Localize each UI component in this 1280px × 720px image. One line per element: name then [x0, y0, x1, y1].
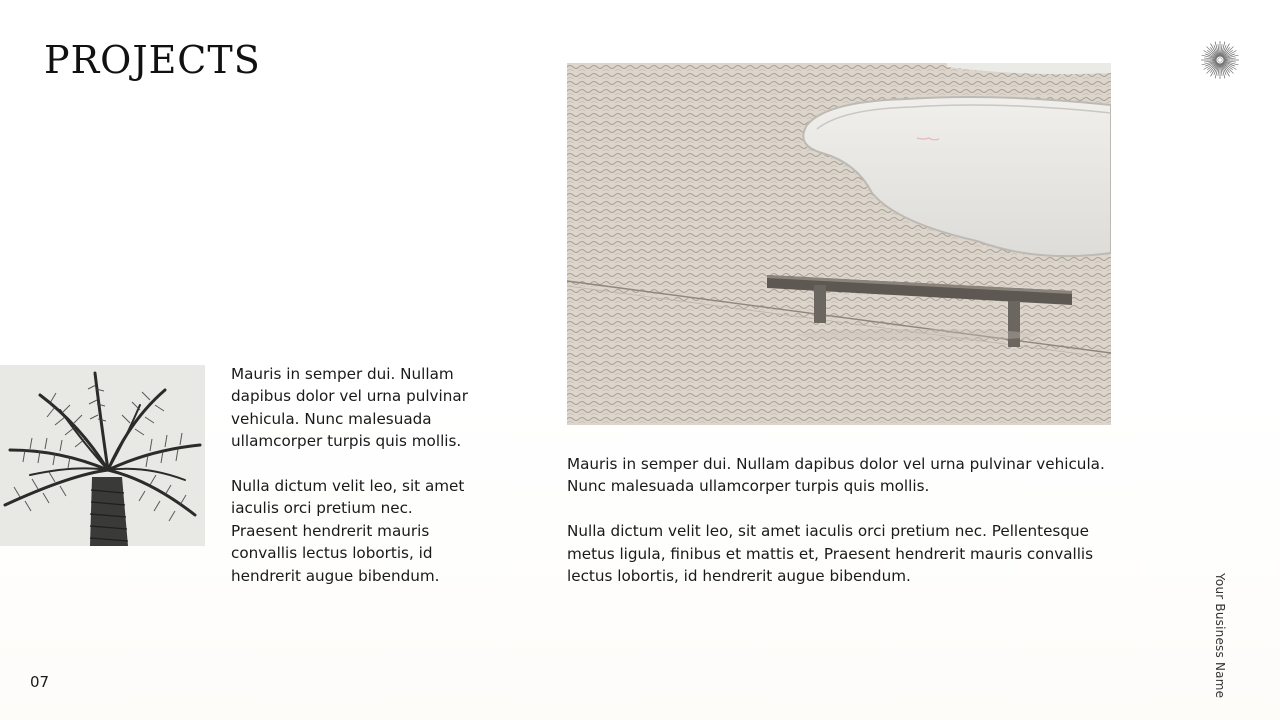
left-text-block [231, 363, 481, 587]
sunburst-icon [1198, 38, 1242, 82]
right-paragraph-2: Nulla dictum velit leo, sit amet iaculis orci pretium nec. Pellentesque metus ligula, finibus et mattis et, Praesent hendrerit mauris convallis lectus lobortis, id hendrerit augue bibendum. [567, 522, 1094, 586]
page-number: 07 [30, 673, 50, 691]
page-title: PROJECTS [44, 38, 261, 82]
right-text-block [567, 453, 1127, 587]
business-name: Your Business Name [1213, 573, 1227, 699]
palm-tree-photo [0, 365, 205, 546]
right-paragraph-1: Mauris in semper dui. Nullam dapibus dolor vel urna pulvinar vehicula. Nunc malesuada ullamcorper turpis quis mollis. [567, 455, 1105, 496]
left-paragraph-1: Mauris in semper dui. Nullam dapibus dolor vel urna pulvinar vehicula. Nunc malesuada ullamcorper turpis quis mollis. [231, 365, 468, 451]
left-paragraph-2: Nulla dictum velit leo, sit amet iaculis orci pretium nec. Praesent hendrerit mauris convallis lectus lobortis, id hendrerit augue bibendum. [231, 477, 465, 585]
plaza-bench-photo [567, 63, 1111, 425]
